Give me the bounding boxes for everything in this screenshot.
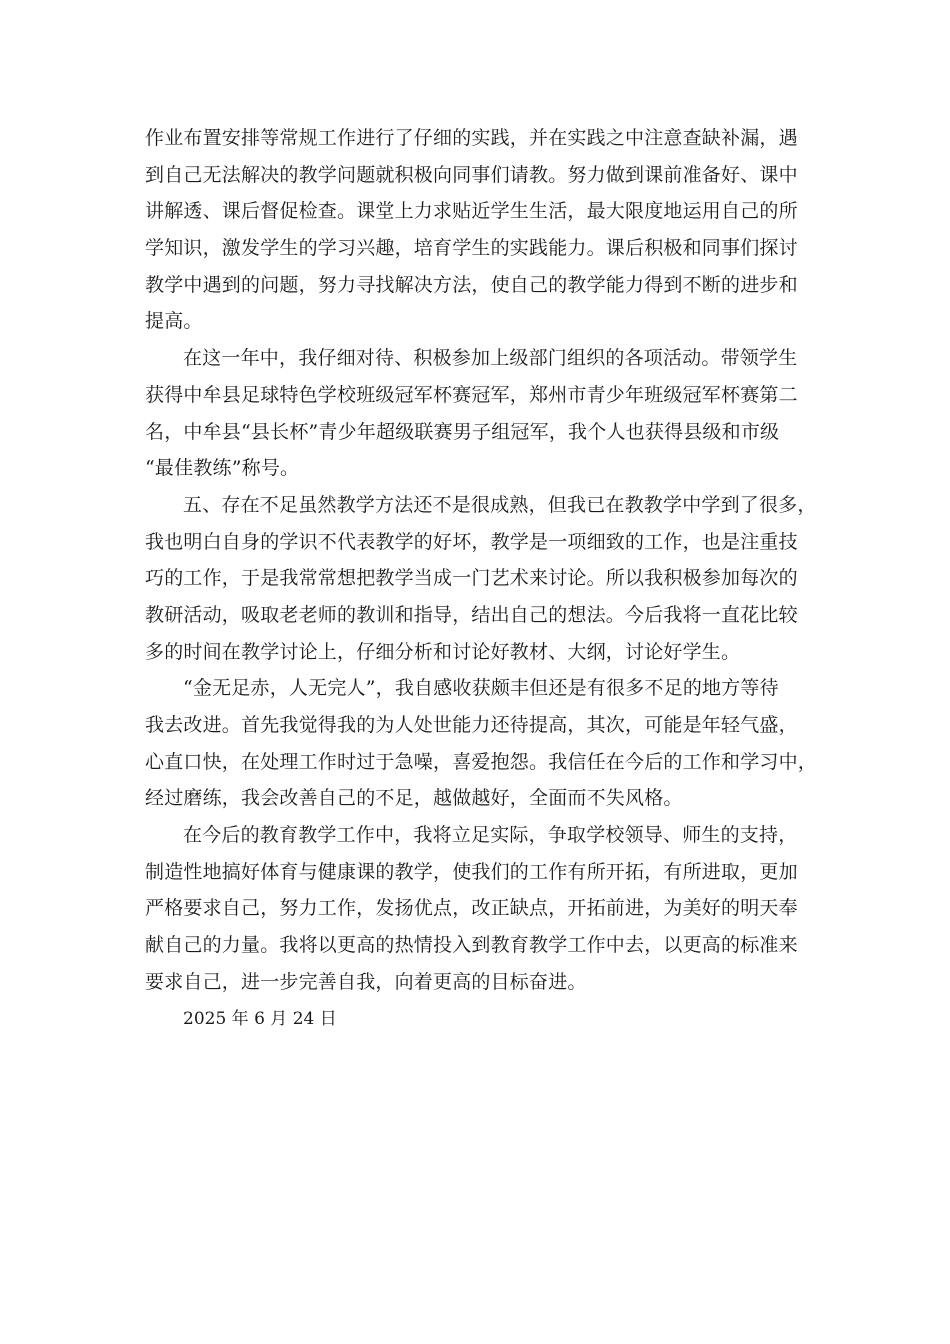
document-date: 2025 年 6 月 24 日 — [183, 1008, 337, 1029]
paragraph-line: 严格要求自己，努力工作，发扬优点，改正缺点，开拓前进，为美好的明天奉 — [145, 897, 798, 920]
paragraph-line: 制造性地搞好体育与健康课的教学，使我们的工作有所开拓，有所进取，更加 — [145, 860, 798, 883]
paragraph-line: 我去改进。首先我觉得我的为人处世能力还待提高，其次，可能是年轻气盛， — [145, 714, 798, 736]
paragraph-line: 教研活动，吸取老老师的教训和指导，结出自己的想法。今后我将一直花比较 — [145, 603, 798, 626]
paragraph-line: 在今后的教育教学工作中，我将立足实际，争取学校领导、师生的支持， — [183, 824, 798, 847]
paragraph-line: 要求自己，进一步完善自我，向着更高的目标奋进。 — [145, 970, 587, 993]
paragraph-line: 获得中牟县足球特色学校班级冠军杯赛冠军，郑州市青少年班级冠军杯赛第二 — [145, 383, 798, 406]
document-body — [145, 120, 818, 1037]
paragraph-line: 在这一年中，我仔细对待、积极参加上级部门组织的各项活动。带领学生 — [183, 347, 798, 370]
paragraph-line: 到自己无法解决的教学问题就积极向同事们请教。努力做到课前准备好、课中 — [145, 163, 798, 186]
paragraph-line: 巧的工作，于是我常常想把教学当成一门艺术来讨论。所以我积极参加每次的 — [145, 567, 798, 590]
paragraph-line: “最佳教练”称号。 — [145, 457, 300, 480]
paragraph-line: 多的时间在教学讨论上，仔细分析和讨论好教材、大纲，讨论好学生。 — [145, 640, 741, 663]
paragraph-line: 作业布置安排等常规工作进行了仔细的实践，并在实践之中注意查缺补漏，遇 — [145, 127, 798, 149]
paragraph-line: “金无足赤，人无完人”，我自感收获颇丰但还是有很多不足的地方等待 — [183, 677, 779, 700]
paragraph-line: 经过磨练，我会改善自己的不足，越做越好，全面而不失风格。 — [145, 787, 683, 810]
paragraph-line: 讲解透、课后督促检查。课堂上力求贴近学生生活，最大限度地运用自己的所 — [145, 200, 798, 223]
paragraph-line: 提高。 — [145, 310, 203, 333]
paragraph-line: 教学中遇到的问题，努力寻找解决方法，使自己的教学能力得到不断的进步和 — [145, 273, 798, 296]
paragraph-line: 五、存在不足虽然教学方法还不是很成熟，但我已在教教学中学到了很多， — [183, 493, 817, 516]
paragraph-line: 心直口快，在处理工作时过于急噪，喜爱抱怨。我信任在今后的工作和学习中， — [145, 750, 818, 773]
paragraph-line: 名，中牟县“县长杯”青少年超级联赛男子组冠军，我个人也获得县级和市级 — [145, 420, 780, 443]
paragraph-line: 献自己的力量。我将以更高的热情投入到教育教学工作中去，以更高的标准来 — [145, 934, 798, 957]
paragraph-line: 学知识，激发学生的学习兴趣，培育学生的实践能力。课后积极和同事们探讨 — [145, 237, 798, 260]
paragraph-line: 我也明白自身的学识不代表教学的好坏，教学是一项细致的工作，也是注重技 — [145, 530, 798, 553]
